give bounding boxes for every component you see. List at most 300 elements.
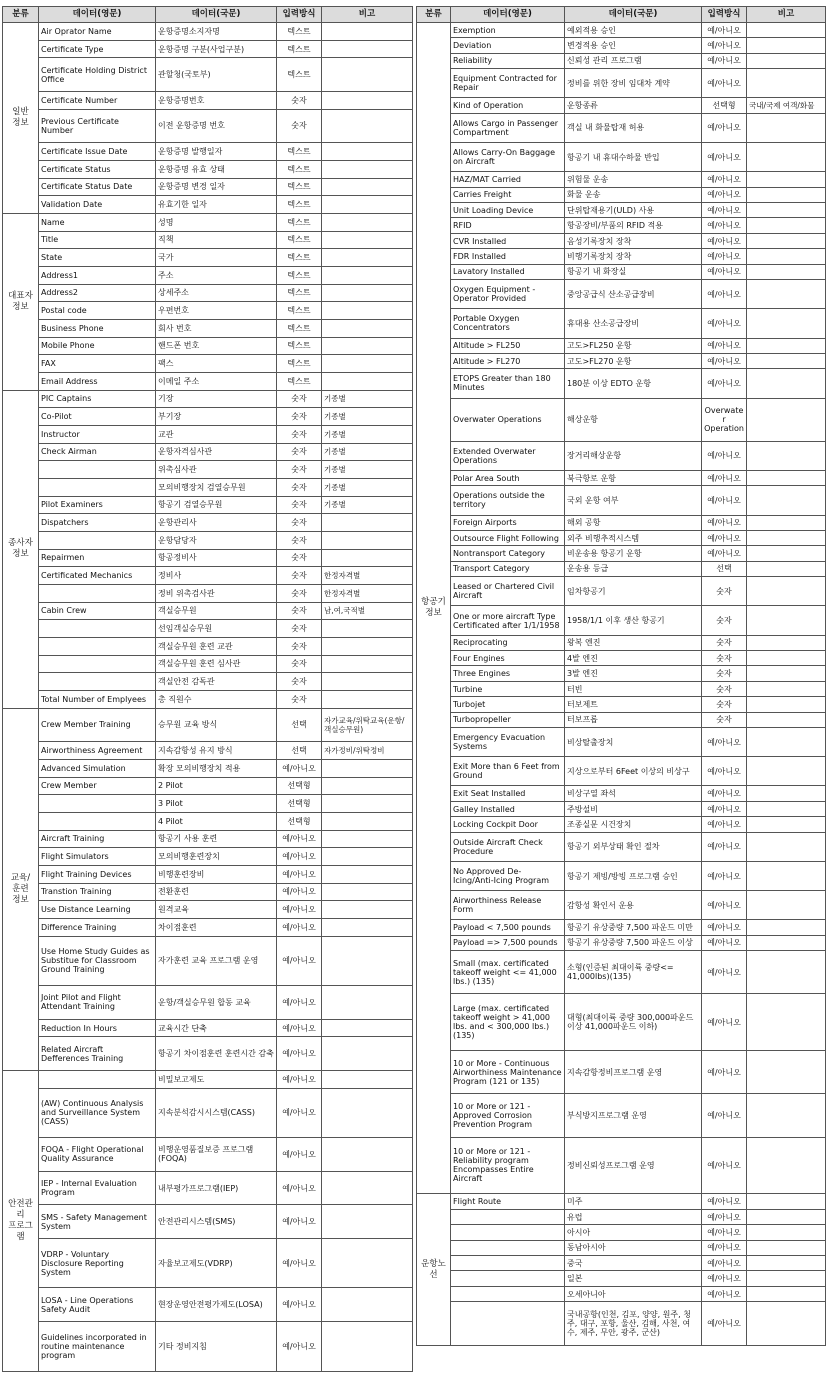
en-cell: Operations outside the territory — [451, 486, 565, 515]
table-row — [417, 1209, 826, 1224]
ko-cell: 4발 엔진 — [565, 651, 702, 666]
input-cell: 숫자 — [277, 478, 322, 496]
table-row — [417, 98, 826, 113]
table-row — [417, 530, 826, 545]
input-cell: 텍스트 — [277, 372, 322, 390]
table-row — [3, 918, 413, 936]
ko-cell: 오세아니아 — [565, 1286, 702, 1301]
table-row — [3, 196, 413, 214]
header-ko: 데이터(국문) — [565, 7, 702, 23]
en-cell: Validation Date — [39, 196, 156, 214]
note-cell — [747, 172, 826, 187]
table-row — [417, 577, 826, 606]
table-row — [3, 1037, 413, 1071]
table-row — [3, 742, 413, 760]
en-cell — [39, 531, 156, 549]
table-row — [417, 187, 826, 202]
ko-cell: 2 Pilot — [156, 777, 277, 795]
input-cell: 예/아니오 — [277, 883, 322, 901]
input-cell: 예/아니오 — [702, 309, 747, 338]
note-cell — [747, 606, 826, 635]
table-row — [3, 284, 413, 302]
input-cell: 예/아니오 — [277, 759, 322, 777]
input-cell: 예/아니오 — [277, 1171, 322, 1205]
en-cell: Name — [39, 213, 156, 231]
table-row — [417, 817, 826, 832]
table-row — [417, 353, 826, 368]
note-cell — [322, 1019, 413, 1037]
note-cell — [322, 655, 413, 673]
category-cell: 교육/ 훈련 정보 — [3, 708, 39, 1070]
ko-cell: 비상구열 좌석 — [565, 786, 702, 801]
input-cell: 예/아니오 — [702, 218, 747, 233]
table-row — [3, 213, 413, 231]
input-cell: 숫자 — [702, 666, 747, 681]
ko-cell: 운항증명 발행일자 — [156, 143, 277, 161]
input-cell: 예/아니오 — [277, 1288, 322, 1322]
en-cell: Turbojet — [451, 697, 565, 712]
table-row — [417, 486, 826, 515]
ko-cell: 총 직원수 — [156, 691, 277, 709]
note-cell — [322, 830, 413, 848]
note-cell — [747, 757, 826, 786]
input-cell: 선택 — [702, 561, 747, 576]
note-cell — [747, 1286, 826, 1301]
note-cell — [322, 620, 413, 638]
en-cell: Three Engines — [451, 666, 565, 681]
en-cell: 10 or More or 121 - Approved Corrosion Prevention Program — [451, 1094, 565, 1137]
ko-cell: 외주 비행추적시스템 — [565, 530, 702, 545]
note-cell — [322, 337, 413, 355]
input-cell: 예/아니오 — [702, 920, 747, 935]
note-cell — [747, 577, 826, 606]
note-cell — [747, 113, 826, 142]
ko-cell: 조종실문 시건장치 — [565, 817, 702, 832]
en-cell: FOQA - Flight Operational Quality Assurance — [39, 1138, 156, 1172]
en-cell: Reciprocating — [451, 635, 565, 650]
input-cell: 숫자 — [702, 712, 747, 727]
header-input: 입력방식 — [702, 7, 747, 23]
input-cell: 예/아니오 — [277, 936, 322, 986]
ko-cell: 휴대용 산소공급장비 — [565, 309, 702, 338]
table-row — [417, 635, 826, 650]
note-cell — [747, 233, 826, 248]
input-cell: 예/아니오 — [702, 935, 747, 950]
input-cell: 예/아니오 — [702, 23, 747, 38]
en-cell: Outsource Flight Following — [451, 530, 565, 545]
ko-cell: 자율보고제도(VDRP) — [156, 1238, 277, 1288]
note-cell — [747, 712, 826, 727]
en-cell — [451, 1271, 565, 1286]
ko-cell: 객실안전 감독관 — [156, 673, 277, 691]
note-cell — [747, 441, 826, 470]
ko-cell: 운항증명소지자명 — [156, 23, 277, 41]
input-cell: 숫자 — [277, 549, 322, 567]
en-cell: Certificate Holding District Office — [39, 58, 156, 92]
en-cell: One or more aircraft Type Certificated after 1/1/1958 — [451, 606, 565, 635]
input-cell: 숫자 — [277, 602, 322, 620]
en-cell: IEP - Internal Evaluation Program — [39, 1171, 156, 1205]
ko-cell: 아시아 — [565, 1225, 702, 1240]
note-cell — [322, 319, 413, 337]
ko-cell: 교관 — [156, 425, 277, 443]
note-cell — [747, 369, 826, 398]
ko-cell: 객실승무원 — [156, 602, 277, 620]
input-cell: 예/아니오 — [702, 515, 747, 530]
input-cell: 숫자 — [277, 567, 322, 585]
en-cell: Postal code — [39, 302, 156, 320]
input-cell: 텍스트 — [277, 213, 322, 231]
en-cell: Certificate Status Date — [39, 178, 156, 196]
en-cell: VDRP - Voluntary Disclosure Reporting System — [39, 1238, 156, 1288]
table-row — [3, 936, 413, 986]
table-row — [417, 218, 826, 233]
en-cell: SMS - Safety Management System — [39, 1205, 156, 1239]
en-cell: Turbine — [451, 681, 565, 696]
table-row — [417, 697, 826, 712]
ko-cell: 차이점훈련 — [156, 918, 277, 936]
en-cell: Altitude > FL250 — [451, 338, 565, 353]
note-cell — [747, 1240, 826, 1255]
input-cell: 예/아니오 — [702, 786, 747, 801]
table-row — [417, 994, 826, 1051]
header-en: 데이터(영문) — [39, 7, 156, 23]
table-row — [3, 620, 413, 638]
input-cell: 숫자 — [277, 673, 322, 691]
ko-cell: 터보제트 — [565, 697, 702, 712]
ko-cell: 부기장 — [156, 408, 277, 426]
table-row — [3, 109, 413, 143]
note-cell — [322, 901, 413, 919]
table-row — [3, 302, 413, 320]
table-row — [417, 861, 826, 890]
note-cell — [747, 786, 826, 801]
ko-cell: 비행훈련장비 — [156, 865, 277, 883]
en-cell — [39, 637, 156, 655]
input-cell: 숫자 — [277, 408, 322, 426]
category-cell: 안전관리 프로그램 — [3, 1070, 39, 1371]
ko-cell: 180분 이상 EDTO 운항 — [565, 369, 702, 398]
en-cell: Crew Member — [39, 777, 156, 795]
ko-cell: 중앙공급식 산소공급장비 — [565, 280, 702, 309]
table-row — [3, 883, 413, 901]
input-cell: 숫자 — [277, 620, 322, 638]
ko-cell: 3발 엔진 — [565, 666, 702, 681]
input-cell: 숫자 — [277, 91, 322, 109]
table-row — [417, 1302, 826, 1346]
table-row — [3, 372, 413, 390]
table-row — [3, 40, 413, 58]
ko-cell: 비운송용 항공기 운항 — [565, 546, 702, 561]
ko-cell: 3 Pilot — [156, 795, 277, 813]
ko-cell: 비밀보고제도 — [156, 1070, 277, 1088]
ko-cell: 위험물 운송 — [565, 172, 702, 187]
note-cell — [322, 812, 413, 830]
ko-cell: 항공기 유상중량 7,500 파운드 미만 — [565, 920, 702, 935]
ko-cell: 운항/객실승무원 합동 교육 — [156, 986, 277, 1020]
en-cell: Title — [39, 231, 156, 249]
note-cell — [322, 1205, 413, 1239]
category-cell: 종사자 정보 — [3, 390, 39, 708]
ko-cell: 1958/1/1 이후 생산 항공기 — [565, 606, 702, 635]
note-cell — [747, 218, 826, 233]
ko-cell: 핸드폰 번호 — [156, 337, 277, 355]
note-cell — [322, 1138, 413, 1172]
note-cell: 자가정비/위탁정비 — [322, 742, 413, 760]
table-row — [3, 637, 413, 655]
en-cell: Carries Freight — [451, 187, 565, 202]
note-cell — [747, 1271, 826, 1286]
table-row — [3, 58, 413, 92]
ko-cell: 미주 — [565, 1194, 702, 1209]
en-cell: Nontransport Category — [451, 546, 565, 561]
table-row — [3, 337, 413, 355]
note-cell — [322, 160, 413, 178]
table-row — [3, 478, 413, 496]
input-cell: 예/아니오 — [702, 801, 747, 816]
input-cell: 예/아니오 — [277, 1070, 322, 1088]
ko-cell: 모의비행장치 검열승무원 — [156, 478, 277, 496]
input-cell: 텍스트 — [277, 319, 322, 337]
note-cell — [322, 1088, 413, 1138]
table-row — [3, 1171, 413, 1205]
ko-cell: 기장 — [156, 390, 277, 408]
table-row — [3, 1138, 413, 1172]
input-cell: 숫자 — [277, 531, 322, 549]
table-row — [417, 1194, 826, 1209]
en-cell: RFID — [451, 218, 565, 233]
table-row — [417, 651, 826, 666]
en-cell: State — [39, 249, 156, 267]
note-cell — [322, 514, 413, 532]
note-cell — [747, 920, 826, 935]
ko-cell: 기타 정비지침 — [156, 1321, 277, 1371]
ko-cell: 항공기 검열승무원 — [156, 496, 277, 514]
en-cell: Email Address — [39, 372, 156, 390]
ko-cell: 정비 위촉검사관 — [156, 584, 277, 602]
ko-cell: 원격교육 — [156, 901, 277, 919]
en-cell: Difference Training — [39, 918, 156, 936]
table-row — [417, 369, 826, 398]
table-row — [3, 812, 413, 830]
note-cell — [322, 848, 413, 866]
input-cell: 숫자 — [277, 443, 322, 461]
ko-cell: 터보프롭 — [565, 712, 702, 727]
en-cell — [451, 1225, 565, 1240]
input-cell: 예/아니오 — [277, 848, 322, 866]
note-cell — [747, 23, 826, 38]
note-cell — [322, 355, 413, 373]
en-cell: Joint Pilot and Flight Attendant Training — [39, 986, 156, 1020]
ko-cell: 객실승무원 훈련 심사관 — [156, 655, 277, 673]
ko-cell: 현장운영안전평가제도(LOSA) — [156, 1288, 277, 1322]
en-cell: Unit Loading Device — [451, 203, 565, 218]
input-cell: 예/아니오 — [702, 861, 747, 890]
ko-cell: 화물 운송 — [565, 187, 702, 202]
table-row — [3, 319, 413, 337]
input-cell: 예/아니오 — [277, 1019, 322, 1037]
note-cell: 기종별 — [322, 390, 413, 408]
table-row — [417, 441, 826, 470]
table-row — [3, 531, 413, 549]
input-cell: 예/아니오 — [702, 1271, 747, 1286]
input-cell: 예/아니오 — [277, 830, 322, 848]
en-cell: Certificate Status — [39, 160, 156, 178]
input-cell: 예/아니오 — [702, 53, 747, 68]
ko-cell: 운항종류 — [565, 98, 702, 113]
table-row — [417, 338, 826, 353]
en-cell: Exit More than 6 Feet from Ground — [451, 757, 565, 786]
input-cell: 예/아니오 — [702, 69, 747, 98]
input-cell: 텍스트 — [277, 302, 322, 320]
input-cell: 선택형 — [277, 812, 322, 830]
input-cell: 선택형 — [277, 777, 322, 795]
table-row — [3, 759, 413, 777]
table-row — [417, 172, 826, 187]
table-row — [3, 514, 413, 532]
ko-cell: 주소 — [156, 266, 277, 284]
table-row — [3, 178, 413, 196]
en-cell — [451, 1302, 565, 1346]
en-cell: Locking Cockpit Door — [451, 817, 565, 832]
table-row — [3, 584, 413, 602]
note-cell — [322, 231, 413, 249]
note-cell: 기종별 — [322, 496, 413, 514]
en-cell: Flight Training Devices — [39, 865, 156, 883]
note-cell — [747, 1194, 826, 1209]
ko-cell: 운항증명 구분(사업구분) — [156, 40, 277, 58]
note-cell — [747, 681, 826, 696]
input-cell: 숫자 — [277, 514, 322, 532]
input-cell: 예/아니오 — [702, 1225, 747, 1240]
ko-cell: 지상으로부터 6Feet 이상의 비상구 — [565, 757, 702, 786]
en-cell — [451, 1256, 565, 1271]
ko-cell: 부식방지프로그램 운영 — [565, 1094, 702, 1137]
input-cell: 텍스트 — [277, 249, 322, 267]
note-cell: 한정자격별 — [322, 567, 413, 585]
ko-cell: 유럽 — [565, 1209, 702, 1224]
table-row — [3, 549, 413, 567]
table-row — [417, 515, 826, 530]
ko-cell: 내부평가프로그램(IEP) — [156, 1171, 277, 1205]
en-cell: Mobile Phone — [39, 337, 156, 355]
table-row — [3, 1288, 413, 1322]
input-cell: 예/아니오 — [277, 986, 322, 1020]
ko-cell: 객실승무원 훈련 교관 — [156, 637, 277, 655]
note-cell — [747, 338, 826, 353]
en-cell: Lavatory Installed — [451, 264, 565, 279]
note-cell: 기종별 — [322, 408, 413, 426]
input-cell: 숫자 — [277, 637, 322, 655]
table-row — [417, 1256, 826, 1271]
table-row — [3, 1205, 413, 1239]
input-cell: 숫자 — [277, 109, 322, 143]
input-cell: 예/아니오 — [702, 470, 747, 485]
en-cell: Certificate Issue Date — [39, 143, 156, 161]
note-cell — [747, 635, 826, 650]
header-row — [417, 7, 826, 23]
en-cell — [39, 461, 156, 479]
input-cell: 숫자 — [277, 584, 322, 602]
note-cell — [322, 691, 413, 709]
table-row — [417, 1225, 826, 1240]
input-cell: 예/아니오 — [702, 280, 747, 309]
input-cell: 예/아니오 — [702, 38, 747, 53]
note-cell — [322, 284, 413, 302]
table-row — [3, 567, 413, 585]
note-cell: 국내/국제 여객/화물 — [747, 98, 826, 113]
table-row — [3, 91, 413, 109]
ko-cell: 모의비행훈련장치 — [156, 848, 277, 866]
en-cell: CVR Installed — [451, 233, 565, 248]
en-cell: Aircraft Training — [39, 830, 156, 848]
table-row — [3, 496, 413, 514]
ko-cell: 위촉심사관 — [156, 461, 277, 479]
note-cell — [322, 531, 413, 549]
en-cell: Oxygen Equipment - Operator Provided — [451, 280, 565, 309]
table-row — [3, 1238, 413, 1288]
en-cell: Address1 — [39, 266, 156, 284]
note-cell — [747, 546, 826, 561]
note-cell — [322, 58, 413, 92]
header-ko: 데이터(국문) — [156, 7, 277, 23]
table-row — [417, 1286, 826, 1301]
ko-cell: 성명 — [156, 213, 277, 231]
table-row — [417, 233, 826, 248]
en-cell: Emergency Evacuation Systems — [451, 727, 565, 756]
en-cell: Airworthiness Release Form — [451, 891, 565, 920]
ko-cell: 이메일 주소 — [156, 372, 277, 390]
table-row — [417, 23, 826, 38]
input-cell: 텍스트 — [277, 337, 322, 355]
note-cell — [747, 280, 826, 309]
en-cell: Overwater Operations — [451, 398, 565, 441]
table-row — [417, 546, 826, 561]
table-row — [3, 602, 413, 620]
table-row — [3, 1070, 413, 1088]
ko-cell: 항공정비사 — [156, 549, 277, 567]
input-cell: 예/아니오 — [702, 353, 747, 368]
input-cell: 선택형 — [277, 795, 322, 813]
table-row — [3, 425, 413, 443]
en-cell — [451, 1286, 565, 1301]
table-row — [417, 951, 826, 994]
input-cell: 선택형 — [702, 98, 747, 113]
ko-cell: 정비신뢰성프로그램 운영 — [565, 1137, 702, 1194]
input-cell: 텍스트 — [277, 143, 322, 161]
ko-cell: 비행기록장치 장착 — [565, 249, 702, 264]
input-cell: 예/아니오 — [702, 486, 747, 515]
note-cell — [747, 832, 826, 861]
note-cell — [322, 372, 413, 390]
note-cell — [747, 309, 826, 338]
en-cell: Previous Certificate Number — [39, 109, 156, 143]
ko-cell: 국외 운항 여부 — [565, 486, 702, 515]
ko-cell: 항공기 외부상태 확인 절차 — [565, 832, 702, 861]
en-cell: Outside Aircraft Check Procedure — [451, 832, 565, 861]
ko-cell: 항공장비/부품의 RFID 적용 — [565, 218, 702, 233]
en-cell: Pilot Examiners — [39, 496, 156, 514]
note-cell — [747, 38, 826, 53]
input-cell: 예/아니오 — [277, 1138, 322, 1172]
ko-cell: 국가 — [156, 249, 277, 267]
note-cell — [747, 666, 826, 681]
header-en: 데이터(영문) — [451, 7, 565, 23]
en-cell: Extended Overwater Operations — [451, 441, 565, 470]
table-row — [417, 280, 826, 309]
ko-cell: 지속감항성 유지 방식 — [156, 742, 277, 760]
note-cell — [747, 951, 826, 994]
